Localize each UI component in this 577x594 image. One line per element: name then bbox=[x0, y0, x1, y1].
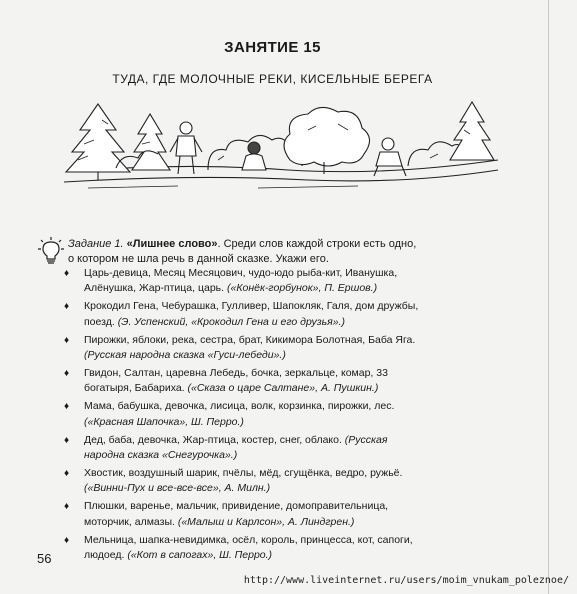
item-source: («Сказа о царе Салтане», А. Пушкин.) bbox=[187, 382, 379, 395]
list-item bbox=[64, 333, 429, 364]
task-text: . Среди слов каждой строки есть одно, о котором не шла речь в данной сказке. Укажи его. bbox=[68, 238, 417, 265]
diamond-bullet-icon: ♦ bbox=[64, 501, 70, 513]
item-source: (Э. Успенский, «Крокодил Гена и его друзья».) bbox=[117, 315, 345, 328]
item-words: Дед, баба, девочка, Жар-птица, костер, снег, облако. bbox=[84, 433, 345, 446]
task-label: Задание 1. bbox=[68, 238, 124, 250]
diamond-bullet-icon: ♦ bbox=[64, 534, 70, 546]
diamond-bullet-icon: ♦ bbox=[64, 301, 70, 313]
list-item bbox=[64, 366, 429, 397]
item-source: («Кот в сапогах», Ш. Перро.) bbox=[127, 548, 273, 561]
diamond-bullet-icon: ♦ bbox=[64, 268, 70, 279]
list-item bbox=[64, 399, 429, 430]
item-words: Хвостик, воздушный шарик, пчёлы, мёд, сгущёнка, ведро, ружьё. bbox=[84, 466, 403, 479]
item-words: Мама, бабушка, девочка, лисица, волк, корзинка, пирожки, лес. bbox=[84, 400, 395, 413]
page-edge-line bbox=[548, 0, 549, 594]
list-item bbox=[64, 433, 429, 464]
list-item bbox=[64, 466, 429, 497]
list-item bbox=[64, 299, 429, 330]
item-source: (Русская народна сказка «Гуси-лебеди».) bbox=[84, 349, 286, 362]
diamond-bullet-icon: ♦ bbox=[64, 467, 70, 479]
item-source: («Красная Шапочка», Ш. Перро.) bbox=[84, 415, 244, 428]
task-instruction bbox=[68, 237, 424, 267]
item-words: Пирожки, яблоки, река, сестра, брат, Кикимора Болотная, Баба Яга. bbox=[84, 333, 416, 346]
diamond-bullet-icon: ♦ bbox=[64, 401, 70, 413]
diamond-bullet-icon: ♦ bbox=[64, 334, 70, 346]
lightbulb-icon bbox=[38, 236, 64, 266]
item-words: Мельница, шапка-невидимка, осёл, король, принцесса, кот, сапоги, людоед. bbox=[84, 533, 413, 561]
diamond-bullet-icon: ♦ bbox=[64, 367, 70, 379]
word-list bbox=[64, 266, 429, 566]
item-source: («Конёк-горбунок», П. Ершов.) bbox=[226, 282, 378, 295]
item-source: («Винни-Пух и все-все-все», А. Милн.) bbox=[84, 482, 271, 495]
lesson-subtitle: ТУДА, ГДЕ МОЛОЧНЫЕ РЕКИ, КИСЕЛЬНЫЕ БЕРЕГА bbox=[112, 72, 433, 86]
item-words: Плюшки, варенье, мальчик, привидение, домоправительница, моторчик, алмазы. bbox=[84, 500, 389, 528]
item-source: (Русская народна сказка «Снегурочка».) bbox=[84, 433, 388, 461]
diamond-bullet-icon: ♦ bbox=[64, 434, 70, 446]
task-title: «Лишнее слово» bbox=[126, 238, 218, 250]
item-words: Царь-девица, Месяц Месяцович, чудо-юдо рыба-кит, Иванушка, Алёнушка, Жар-птица, царь. bbox=[84, 267, 398, 295]
watermark-url: http://www.liveinternet.ru/users/moim_vnukam_poleznoe/ bbox=[243, 575, 569, 586]
list-item bbox=[64, 266, 429, 297]
list-item bbox=[64, 499, 429, 530]
lesson-title: ЗАНЯТИЕ 15 bbox=[224, 39, 321, 56]
page-number: 56 bbox=[37, 551, 52, 566]
item-words: Крокодил Гена, Чебурашка, Гулливер, Шапокляк, Галя, дом дружбы, поезд. bbox=[84, 300, 419, 328]
item-words: Гвидон, Салтан, царевна Лебедь, бочка, зеркальце, комар, 33 богатыря, Бабариха. bbox=[84, 366, 388, 395]
forest-illustration bbox=[58, 100, 502, 192]
list-item bbox=[64, 533, 429, 564]
item-source: («Малыш и Карлсон», А. Линдгрен.) bbox=[177, 515, 355, 528]
